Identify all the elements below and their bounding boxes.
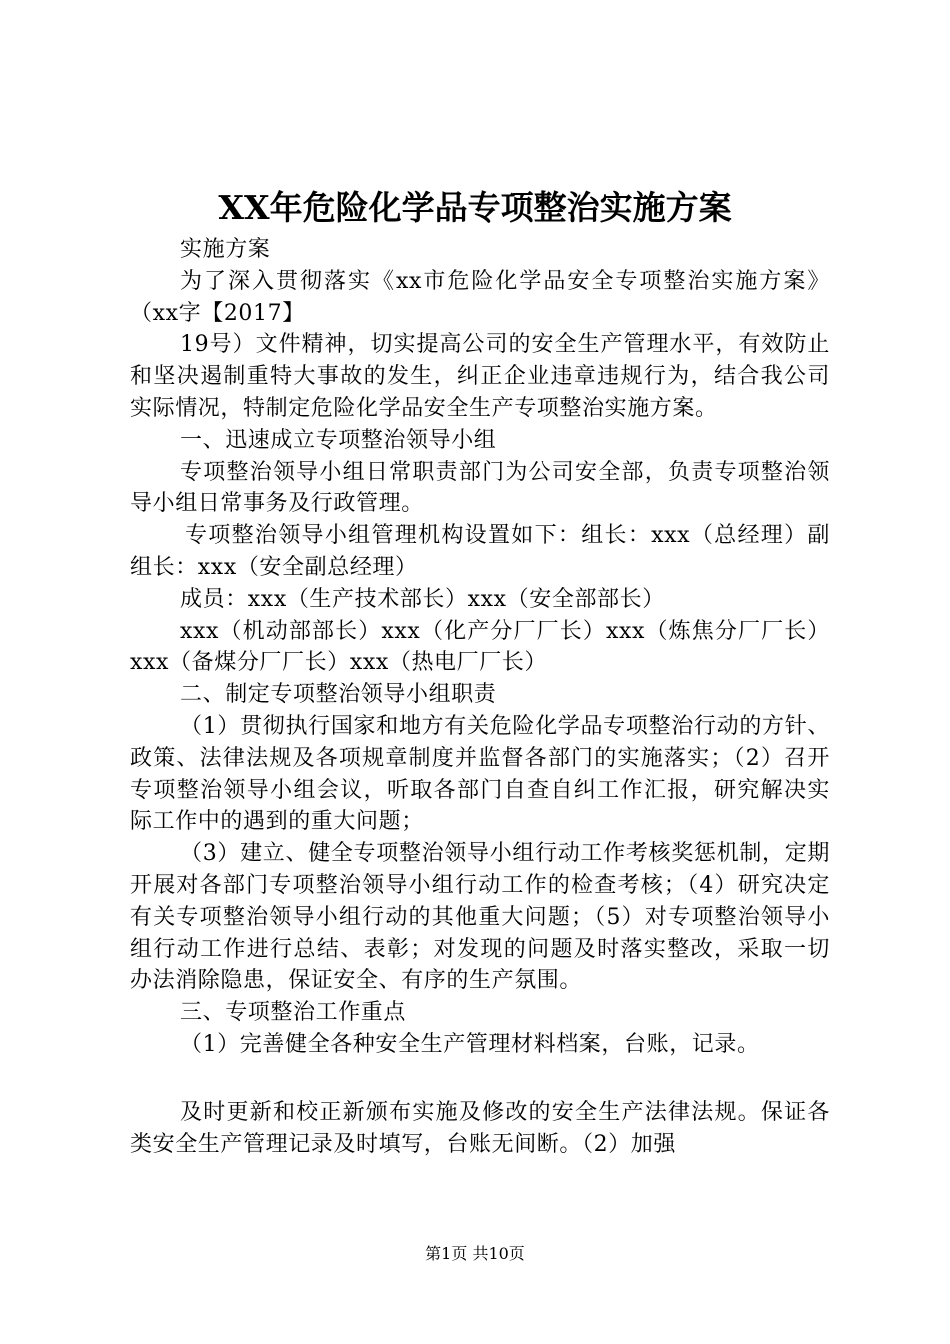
paragraph: 成员：xxx（生产技术部长）xxx（安全部部长） [180,586,665,612]
section-heading: 二、制定专项整治领导小组职责 [180,682,497,708]
paragraph: 专项整治领导小组日常职责部门为公司安全部，负责专项整治领导小组日常事务及行政管理。 [130,459,830,517]
paragraph: （1）贯彻执行国家和地方有关危险化学品专项整治行动的方针、政策、法律法规及各项规章制度并监督各部门的实施落实；（2）召开专项整治领导小组会议，听取各部门自查自纠工作汇报，研究解决实际工作中的遇到的重大问题； [130,713,830,835]
paragraph: 实施方案 [180,237,271,262]
document-title: XX年危险化学品专项整治实施方案 [218,188,732,227]
document-body [130,234,830,1160]
paragraph: 及时更新和校正新颁布实施及修改的安全生产法律法规。保证各类安全生产管理记录及时填写，台账无间断。（2）加强 [130,1099,830,1157]
section-heading: 一、迅速成立专项整治领导小组 [180,427,497,453]
paragraph: （3）建立、健全专项整治领导小组行动工作考核奖惩机制，定期开展对各部门专项整治领导小组行动工作的检查考核；（4）研究决定有关专项整治领导小组行动的其他重大问题；（5）对专项整治领导小组行动工作进行总结、表彰；对发现的问题及时落实整改，采取一切办法消除隐患，保证安全、有序的生产氛围。 [130,841,830,994]
paragraph: xxx（机动部部长）xxx（化产分厂厂长）xxx（炼焦分厂厂长）xxx（备煤分厂厂长）xxx（热电厂厂长） [130,618,830,676]
paragraph: （1）完善健全各种安全生产管理材料档案，台账，记录。 [180,1031,760,1057]
section-heading: 三、专项整治工作重点 [180,1000,407,1026]
paragraph: 为了深入贯彻落实《xx市危险化学品安全专项整治实施方案》（xx字【2017】 [130,268,830,326]
paragraph: 19号）文件精神，切实提高公司的安全生产管理水平，有效防止和坚决遏制重特大事故的发生，纠正企业违章违规行为，结合我公司实际情况，特制定危险化学品安全生产专项整治实施方案。 [130,332,830,421]
paragraph: 专项整治领导小组管理机构设置如下：组长：xxx（总经理）副组长：xxx（安全副总经理） [130,523,830,580]
paragraph-gap [130,1061,830,1097]
page-number: 第1页 共10页 [425,1244,525,1263]
